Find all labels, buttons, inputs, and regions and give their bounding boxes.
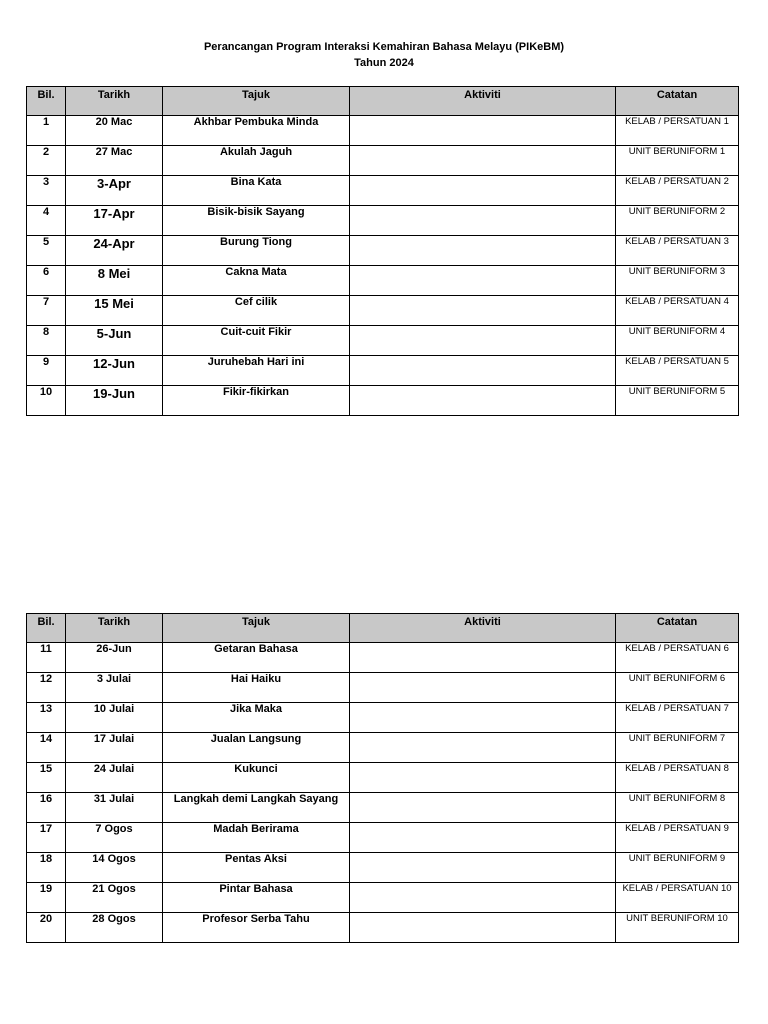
row-number: 11 (27, 643, 66, 673)
row-date: 14 Ogos (66, 853, 163, 883)
row-number: 9 (27, 356, 66, 386)
row-note: UNIT BERUNIFORM 7 (616, 733, 739, 763)
row-number: 17 (27, 823, 66, 853)
row-activity (350, 853, 616, 883)
table-row (27, 913, 739, 943)
row-note: KELAB / PERSATUAN 8 (616, 763, 739, 793)
row-date: 3 Julai (66, 673, 163, 703)
header-tajuk: Tajuk (163, 614, 350, 643)
row-topic: Hai Haiku (163, 673, 350, 703)
row-date: 15 Mei (66, 296, 163, 326)
row-activity (350, 763, 616, 793)
table-row (27, 883, 739, 913)
row-topic: Pentas Aksi (163, 853, 350, 883)
header-tarikh: Tarikh (66, 614, 163, 643)
table-row (27, 176, 739, 206)
table-row (27, 823, 739, 853)
table-row (27, 206, 739, 236)
row-number: 20 (27, 913, 66, 943)
header-bil: Bil. (27, 614, 66, 643)
document-title (0, 39, 768, 71)
row-date: 17 Julai (66, 733, 163, 763)
table-2-body (27, 643, 739, 943)
row-note: KELAB / PERSATUAN 6 (616, 643, 739, 673)
row-number: 15 (27, 763, 66, 793)
row-number: 14 (27, 733, 66, 763)
row-note: KELAB / PERSATUAN 10 (616, 883, 739, 913)
table-row (27, 703, 739, 733)
header-catatan: Catatan (616, 87, 739, 116)
row-date: 7 Ogos (66, 823, 163, 853)
row-note: KELAB / PERSATUAN 3 (616, 236, 739, 266)
table-row (27, 266, 739, 296)
row-topic: Akulah Jaguh (163, 146, 350, 176)
row-activity (350, 356, 616, 386)
row-number: 18 (27, 853, 66, 883)
row-topic: Burung Tiong (163, 236, 350, 266)
row-date: 24 Julai (66, 763, 163, 793)
header-tarikh: Tarikh (66, 87, 163, 116)
row-date: 17-Apr (66, 206, 163, 236)
row-number: 3 (27, 176, 66, 206)
row-date: 10 Julai (66, 703, 163, 733)
row-topic: Pintar Bahasa (163, 883, 350, 913)
row-date: 8 Mei (66, 266, 163, 296)
title-line-1: Perancangan Program Interaksi Kemahiran Bahasa Melayu (PIKeBM) (203, 41, 565, 53)
row-note: KELAB / PERSATUAN 5 (616, 356, 739, 386)
row-number: 13 (27, 703, 66, 733)
row-activity (350, 733, 616, 763)
row-number: 4 (27, 206, 66, 236)
row-date: 5-Jun (66, 326, 163, 356)
row-note: UNIT BERUNIFORM 9 (616, 853, 739, 883)
row-topic: Madah Berirama (163, 823, 350, 853)
table-row (27, 733, 739, 763)
table-row (27, 386, 739, 416)
row-topic: Cakna Mata (163, 266, 350, 296)
table-row (27, 793, 739, 823)
row-activity (350, 146, 616, 176)
row-activity (350, 206, 616, 236)
row-note: KELAB / PERSATUAN 9 (616, 823, 739, 853)
table-row (27, 236, 739, 266)
row-activity (350, 386, 616, 416)
table-row (27, 356, 739, 386)
table-row (27, 853, 739, 883)
row-number: 2 (27, 146, 66, 176)
header-aktiviti: Aktiviti (350, 614, 616, 643)
row-activity (350, 793, 616, 823)
row-activity (350, 176, 616, 206)
row-activity (350, 643, 616, 673)
row-topic: Langkah demi Langkah Sayang (163, 793, 350, 823)
row-topic: Bisik-bisik Sayang (163, 206, 350, 236)
row-activity (350, 236, 616, 266)
row-number: 19 (27, 883, 66, 913)
row-activity (350, 116, 616, 146)
table-1-body (27, 116, 739, 416)
row-date: 21 Ogos (66, 883, 163, 913)
row-date: 24-Apr (66, 236, 163, 266)
row-topic: Juruhebah Hari ini (163, 356, 350, 386)
table-row (27, 116, 739, 146)
row-topic: Jualan Langsung (163, 733, 350, 763)
row-number: 10 (27, 386, 66, 416)
row-note: KELAB / PERSATUAN 4 (616, 296, 739, 326)
row-note: UNIT BERUNIFORM 1 (616, 146, 739, 176)
row-note: UNIT BERUNIFORM 8 (616, 793, 739, 823)
title-line-2: Tahun 2024 (354, 57, 414, 69)
row-topic: Kukunci (163, 763, 350, 793)
row-topic: Cuit-cuit Fikir (163, 326, 350, 356)
row-note: UNIT BERUNIFORM 2 (616, 206, 739, 236)
row-topic: Profesor Serba Tahu (163, 913, 350, 943)
row-activity (350, 673, 616, 703)
table-row (27, 673, 739, 703)
row-number: 1 (27, 116, 66, 146)
table-row (27, 146, 739, 176)
row-note: UNIT BERUNIFORM 5 (616, 386, 739, 416)
row-topic: Fikir-fikirkan (163, 386, 350, 416)
row-topic: Getaran Bahasa (163, 643, 350, 673)
row-date: 20 Mac (66, 116, 163, 146)
table-row (27, 296, 739, 326)
row-note: UNIT BERUNIFORM 10 (616, 913, 739, 943)
table-row (27, 326, 739, 356)
row-number: 6 (27, 266, 66, 296)
table-header-row (27, 614, 739, 643)
row-number: 12 (27, 673, 66, 703)
row-activity (350, 913, 616, 943)
row-activity (350, 823, 616, 853)
row-date: 3-Apr (66, 176, 163, 206)
row-activity (350, 266, 616, 296)
row-topic: Jika Maka (163, 703, 350, 733)
row-topic: Cef cilik (163, 296, 350, 326)
row-note: KELAB / PERSATUAN 1 (616, 116, 739, 146)
schedule-table-2 (26, 613, 739, 943)
row-activity (350, 883, 616, 913)
row-note: KELAB / PERSATUAN 7 (616, 703, 739, 733)
row-note: UNIT BERUNIFORM 3 (616, 266, 739, 296)
row-date: 27 Mac (66, 146, 163, 176)
row-date: 12-Jun (66, 356, 163, 386)
table-row (27, 763, 739, 793)
row-date: 26-Jun (66, 643, 163, 673)
row-activity (350, 326, 616, 356)
row-note: KELAB / PERSATUAN 2 (616, 176, 739, 206)
header-aktiviti: Aktiviti (350, 87, 616, 116)
table-header-row (27, 87, 739, 116)
row-note: UNIT BERUNIFORM 6 (616, 673, 739, 703)
row-topic: Bina Kata (163, 176, 350, 206)
header-bil: Bil. (27, 87, 66, 116)
row-note: UNIT BERUNIFORM 4 (616, 326, 739, 356)
row-activity (350, 703, 616, 733)
row-number: 16 (27, 793, 66, 823)
header-tajuk: Tajuk (163, 87, 350, 116)
row-date: 31 Julai (66, 793, 163, 823)
row-number: 5 (27, 236, 66, 266)
row-topic: Akhbar Pembuka Minda (163, 116, 350, 146)
table-row (27, 643, 739, 673)
row-date: 28 Ogos (66, 913, 163, 943)
row-date: 19-Jun (66, 386, 163, 416)
row-activity (350, 296, 616, 326)
row-number: 8 (27, 326, 66, 356)
schedule-table-1 (26, 86, 739, 416)
header-catatan: Catatan (616, 614, 739, 643)
row-number: 7 (27, 296, 66, 326)
